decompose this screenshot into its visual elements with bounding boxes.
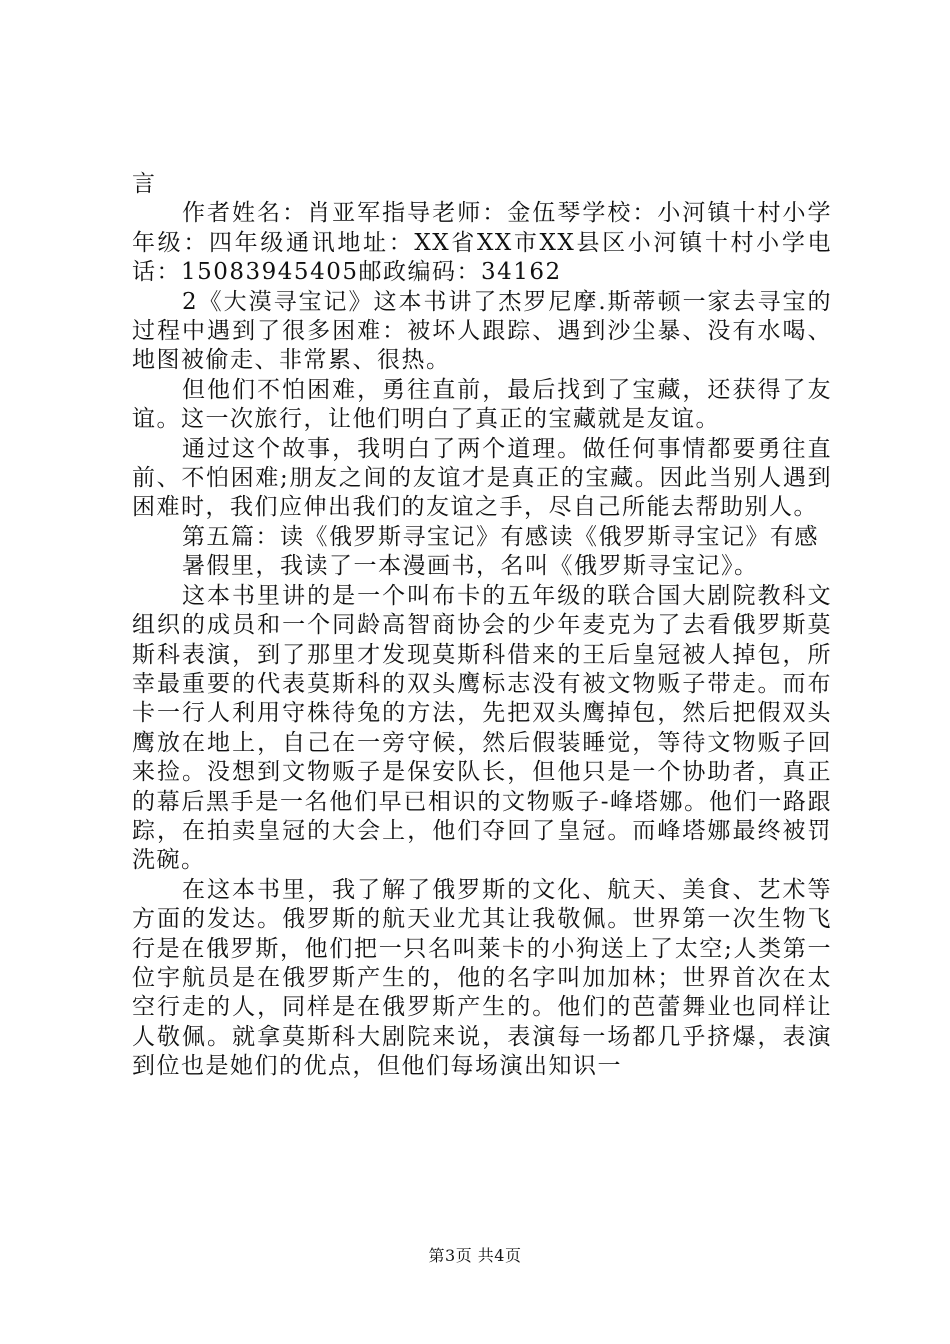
paragraph-author-info: 作者姓名：肖亚军指导老师：金伍琴学校：小河镇十村小学年级：四年级通讯地址：XX省XX市XX县区小河镇十村小学电话：15083945405邮政编码：34162	[132, 200, 832, 286]
document-body	[132, 170, 832, 1082]
page-number-footer: 第3页 共4页	[428, 1246, 522, 1265]
paragraph-desert-treasure-summary: 2《大漠寻宝记》这本书讲了杰罗尼摩.斯蒂顿一家去寻宝的过程中遇到了很多困难：被坏人跟踪、遇到沙尘暴、没有水喝、地图被偷走、非常累、很热。	[132, 288, 832, 374]
paragraph-summer-reading: 暑假里，我读了一本漫画书，名叫《俄罗斯寻宝记》。	[182, 553, 759, 580]
paragraph-story-plot: 这本书里讲的是一个叫布卡的五年级的联合国大剧院教科文组织的成员和一个同龄高智商协会的少年麦克为了去看俄罗斯莫斯科表演，到了那里才发现莫斯科借来的王后皇冠被人掉包，所幸最重要的代表莫斯科的双头鹰标志没有被文物贩子带走。而布卡一行人利用守株待兔的方法，先把双头鹰掉包，然后把假双头鹰放在地上，自己在一旁守候，然后假装睡觉，等待文物贩子回来捡。没想到文物贩子是保安队长，但他只是一个协助者，真正的幕后黑手是一名他们早已相识的文物贩子-峰塔娜。他们一路跟踪，在拍卖皇冠的大会上，他们夺回了皇冠。而峰塔娜最终被罚洗碗。	[132, 582, 832, 874]
paragraph-russia-culture: 在这本书里，我了解了俄罗斯的文化、航天、美食、艺术等方面的发达。俄罗斯的航天业尤其让我敬佩。世界第一次生物飞行是在俄罗斯，他们把一只名叫莱卡的小狗送上了太空;人类第一位宇航员是在俄罗斯产生的，他的名字叫加加林；世界首次在太空行走的人，同样是在俄罗斯产生的。他们的芭蕾舞业也同样让人敬佩。就拿莫斯科大剧院来说，表演每一场都几乎挤爆，表演到位也是她们的优点，但他们每场演出知识一	[132, 876, 832, 1080]
paragraph-lesson: 通过这个故事，我明白了两个道理。做任何事情都要勇往直前、不怕困难;朋友之间的友谊才是真正的宝藏。因此当别人遇到困难时，我们应伸出我们的友谊之手，尽自己所能去帮助别人。	[132, 435, 832, 521]
paragraph-heading-fragment: 言	[132, 171, 157, 197]
paragraph-friendship: 但他们不怕困难，勇往直前，最后找到了宝藏，还获得了友谊。这一次旅行，让他们明白了真正的宝藏就是友谊。	[132, 376, 832, 433]
section-heading-part-five: 第五篇：读《俄罗斯寻宝记》有感读《俄罗斯寻宝记》有感	[182, 523, 819, 550]
